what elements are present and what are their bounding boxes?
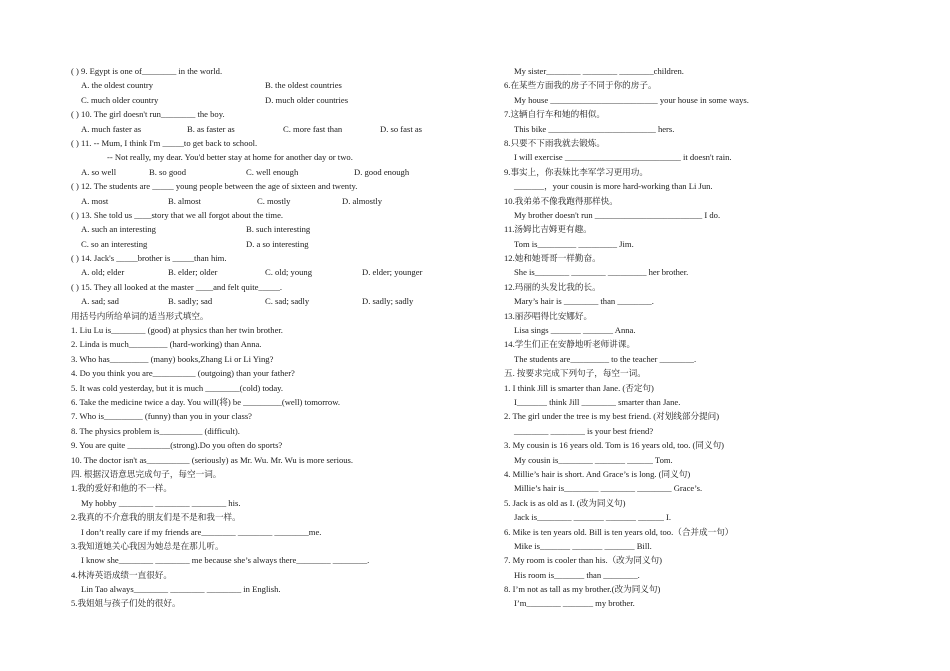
worksheet-line: 5. It was cold yesterday, but it is much ________(cold) today. bbox=[71, 382, 284, 393]
worksheet-line: 7.这辆自行车和她的相似。 bbox=[504, 109, 605, 120]
worksheet-line: -- Not really, my dear. You'd better stay at home for another day or two. bbox=[107, 152, 353, 163]
worksheet-line: ________ ________ is your best friend? bbox=[514, 425, 654, 436]
right-column bbox=[504, 64, 904, 611]
worksheet-line: 9.事实上，你表妹比李军学习更用功。 bbox=[504, 166, 648, 177]
answer-options-row bbox=[71, 194, 471, 208]
worksheet-line: His room is_______ than ________. bbox=[514, 569, 640, 580]
left-column bbox=[71, 64, 471, 611]
worksheet-line: 5. Jack is as old as I. (改为同义句) bbox=[504, 497, 626, 508]
answer-options-row bbox=[71, 165, 471, 179]
worksheet-line: Mary’s hair is ________ than ________. bbox=[514, 296, 654, 307]
worksheet-line: I know she________ ________ me because she’s always there________ ________. bbox=[81, 555, 370, 566]
worksheet-line: 3. Who has_________ (many) books,Zhang Li or Li Ying? bbox=[71, 353, 274, 364]
worksheet-line: 2. Linda is much_________ (hard-working) than Anna. bbox=[71, 339, 262, 350]
worksheet-line: 8. The physics problem is__________ (difficult). bbox=[71, 425, 240, 436]
answer-options-row bbox=[71, 222, 471, 236]
answer-option: D. so fast as bbox=[380, 123, 423, 134]
worksheet-line: 10.我弟弟不像我跑得那样快。 bbox=[504, 195, 618, 206]
worksheet-line: 2. The girl under the tree is my best friend. (对划线部分提问) bbox=[504, 411, 720, 422]
worksheet-line: 11.汤姆比吉姆更有趣。 bbox=[504, 224, 592, 235]
worksheet-line: Mike is_______ _______ _______ Bill. bbox=[514, 540, 652, 551]
worksheet-line: 6. Mike is ten years old. Bill is ten years old, too.（合并成一句） bbox=[504, 526, 734, 537]
answer-option: A. sad; sad bbox=[81, 296, 119, 307]
worksheet-line: 2.我真的不介意我的朋友们是不是和我一样。 bbox=[71, 512, 241, 523]
answer-options-row bbox=[71, 78, 471, 92]
answer-option: C. sad; sadly bbox=[265, 296, 310, 307]
worksheet-line: 6. Take the medicine twice a day. You will(将) be _________(well) tomorrow. bbox=[71, 396, 341, 407]
worksheet-line: 10. The doctor isn't as__________ (seriously) as Mr. Wu. Mr. Wu is more serious. bbox=[71, 454, 354, 465]
worksheet-line: I will exercise ___________________________ it doesn't rain. bbox=[514, 152, 732, 163]
worksheet-line: ( ) 12. The students are _____ young people between the age of sixteen and twenty. bbox=[71, 181, 358, 192]
answer-options-row bbox=[71, 122, 471, 136]
worksheet-line: ( ) 15. They all looked at the master ____and felt quite_____. bbox=[71, 281, 283, 292]
answer-option: D. almostly bbox=[342, 195, 383, 206]
answer-options-row bbox=[71, 294, 471, 308]
answer-options-row bbox=[71, 265, 471, 279]
worksheet-line: My cousin is________ _______ ______ Tom. bbox=[514, 454, 673, 465]
answer-option: D. sadly; sadly bbox=[362, 296, 414, 307]
answer-option: C. well enough bbox=[246, 166, 299, 177]
worksheet-line: 14.学生们正在安静地听老师讲课。 bbox=[504, 339, 636, 350]
answer-option: B. the oldest countries bbox=[265, 80, 342, 91]
worksheet-line: 4. Do you think you are__________ (outgoing) than your father? bbox=[71, 368, 295, 379]
worksheet-line: ( ) 10. The girl doesn't run________ the boy. bbox=[71, 109, 225, 120]
answer-option: A. much faster as bbox=[81, 123, 142, 134]
worksheet-line: Millie’s hair is________ ________ ________ Grace’s. bbox=[514, 483, 703, 494]
answer-option: A. so well bbox=[81, 166, 117, 177]
answer-option: B. so good bbox=[149, 166, 187, 177]
worksheet-line: 4. Millie’s hair is short. And Grace’s is long. (同义句) bbox=[504, 468, 691, 479]
worksheet-line: Jack is________ _______ _______ ______ I. bbox=[514, 512, 672, 523]
worksheet-line: 7. My room is cooler than his.（改为同义句) bbox=[504, 555, 663, 566]
answer-option: B. sadly; sad bbox=[168, 296, 213, 307]
worksheet-line: 1.我的爱好和他的不一样。 bbox=[71, 483, 172, 494]
answer-option: B. such interesting bbox=[246, 224, 311, 235]
answer-option: C. mostly bbox=[257, 195, 291, 206]
answer-option: D. good enough bbox=[354, 166, 410, 177]
worksheet-line: Lin Tao always________ ________ ________ in English. bbox=[81, 584, 281, 595]
worksheet-line: Tom is_________ _________ Jim. bbox=[514, 238, 634, 249]
worksheet-line: 12.她和她哥哥一样勤奋。 bbox=[504, 253, 601, 264]
worksheet-line: 9. You are quite __________(strong).Do you often do sports? bbox=[71, 440, 283, 451]
worksheet-line: Lisa sings _______ _______ Anna. bbox=[514, 325, 636, 336]
worksheet-line: This bike _________________________ hers. bbox=[514, 123, 675, 134]
worksheet-line: She is________ ________ _________ her brother. bbox=[514, 267, 689, 278]
worksheet-line: 3. My cousin is 16 years old. Tom is 16 years old, too. (同义句) bbox=[504, 440, 725, 451]
answer-option: A. old; elder bbox=[81, 267, 125, 278]
worksheet-line: 7. Who is_________ (funny) than you in your class? bbox=[71, 411, 253, 422]
answer-option: C. so an interesting bbox=[81, 238, 148, 249]
answer-option: B. elder; older bbox=[168, 267, 218, 278]
answer-option: A. such an interesting bbox=[81, 224, 156, 235]
worksheet-line: 8.只要不下雨我就去锻炼。 bbox=[504, 137, 605, 148]
answer-options-row bbox=[71, 93, 471, 107]
answer-option: C. much older country bbox=[81, 94, 159, 105]
worksheet-line: ( ) 9. Egypt is one of________ in the world. bbox=[71, 66, 223, 76]
worksheet-line: ( ) 11. -- Mum, I think I'm _____to get back to school. bbox=[71, 137, 258, 148]
answer-option: C. more fast than bbox=[283, 123, 343, 134]
worksheet-line: My house _________________________ your house in some ways. bbox=[514, 94, 749, 105]
worksheet-line: 8. I’m not as tall as my brother.(改为同义句) bbox=[504, 584, 661, 595]
worksheet-line: I’m________ _______ my brother. bbox=[514, 598, 635, 609]
worksheet-line: 3.我知道她关心我因为她总是在那儿听。 bbox=[71, 540, 224, 551]
worksheet-line: 五. 按要求完成下列句子，每空一词。 bbox=[504, 368, 646, 379]
worksheet-line: My sister________ ________ ________children. bbox=[514, 66, 684, 76]
answer-option: D. much older countries bbox=[265, 94, 349, 105]
worksheet-line: 四. 根据汉语意思完成句子，每空一词。 bbox=[71, 468, 222, 479]
worksheet-line: 6.在某些方面我的房子不同于你的房子。 bbox=[504, 80, 657, 91]
answer-options-row bbox=[71, 237, 471, 251]
answer-option: D. a so interesting bbox=[246, 238, 309, 249]
worksheet-line: ( ) 14. Jack's _____brother is _____than him. bbox=[71, 253, 227, 264]
answer-option: B. as faster as bbox=[187, 123, 235, 134]
worksheet-line: 5.我姐姐与孩子们处的很好。 bbox=[71, 598, 181, 609]
worksheet-line: 用括号内所给单词的适当形式填空。 bbox=[71, 310, 209, 321]
worksheet-line: 1. Liu Lu is________ (good) at physics than her twin brother. bbox=[71, 325, 283, 336]
answer-option: A. most bbox=[81, 195, 109, 206]
worksheet-line: 4.林涛英语成绩一直很好。 bbox=[71, 569, 172, 580]
answer-option: B. almost bbox=[168, 195, 201, 206]
worksheet-line: I don’t really care if my friends are________ ________ ________me. bbox=[81, 526, 322, 537]
answer-option: C. old; young bbox=[265, 267, 313, 278]
worksheet-line: The students are_________ to the teacher ________. bbox=[514, 353, 697, 364]
worksheet-line: My brother doesn't run _________________________ I do. bbox=[514, 209, 721, 220]
worksheet-line: 1. I think Jill is smarter than Jane. (否定句) bbox=[504, 382, 654, 393]
worksheet-line: _______，your cousin is more hard-working than Li Jun. bbox=[514, 181, 713, 192]
answer-option: A. the oldest country bbox=[81, 80, 154, 91]
worksheet-line: 13.丽莎唱得比安娜好。 bbox=[504, 310, 593, 321]
answer-option: D. elder; younger bbox=[362, 267, 423, 278]
worksheet-line: ( ) 13. She told us ____story that we all forgot about the time. bbox=[71, 209, 284, 220]
worksheet-line: I_______ think Jill ________ smarter than Jane. bbox=[514, 396, 681, 407]
worksheet-line: My hobby ________ ________ ________ his. bbox=[81, 497, 241, 508]
worksheet-line: 12.玛丽的头发比我的长。 bbox=[504, 281, 601, 292]
